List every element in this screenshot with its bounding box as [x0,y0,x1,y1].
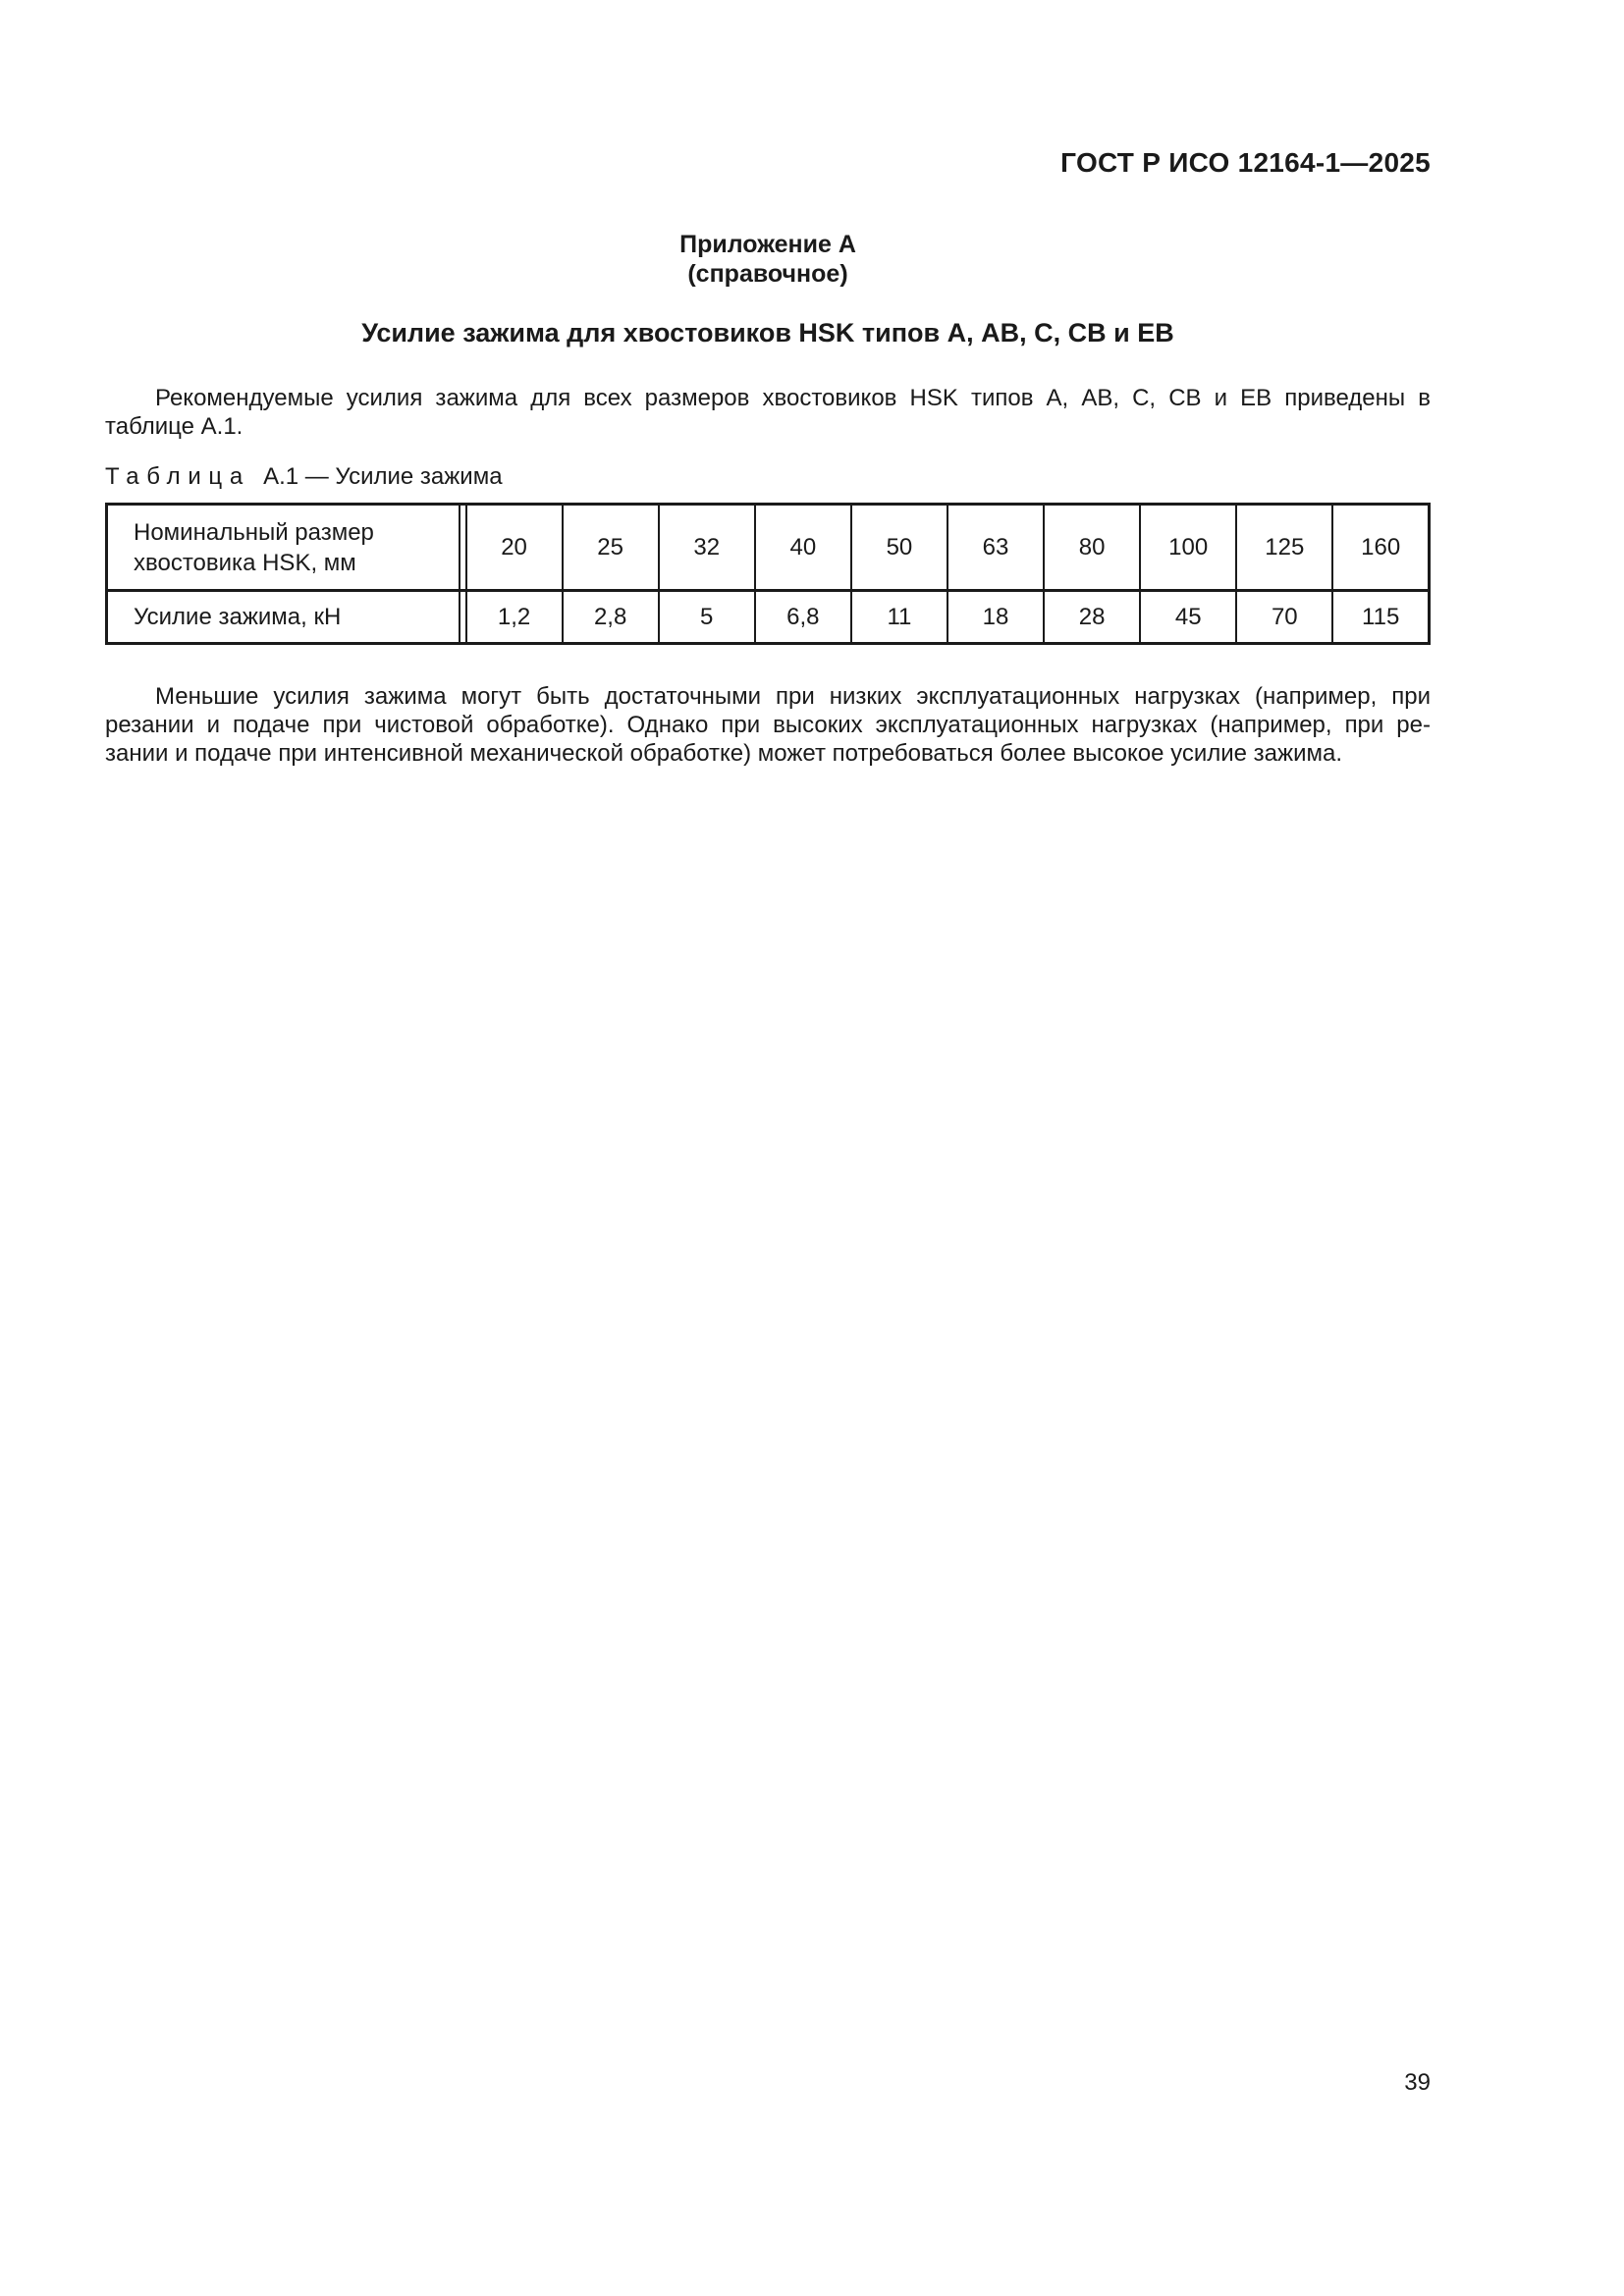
table-row-forces [107,591,1430,644]
intro-paragraph [105,384,1431,441]
table-caption-word: Таблица [105,463,250,490]
force-value-cell: 28 [1044,591,1140,644]
size-value-cell: 63 [947,505,1044,591]
force-value-cell: 45 [1140,591,1236,644]
running-header: ГОСТ Р ИСО 12164-1—2025 [1060,147,1431,178]
size-value-cell: 20 [466,505,563,591]
force-value-cell: 18 [947,591,1044,644]
appendix-label: Приложение А [679,231,856,258]
size-value-cell: 100 [1140,505,1236,591]
size-value-cell: 160 [1332,505,1429,591]
appendix-title: Усилие зажима для хвостовиков HSK типов А, АВ, С, СВ и ЕВ [361,318,1174,347]
row-header-cell: Усилие зажима, кН [107,591,460,644]
force-value-cell: 2,8 [563,591,659,644]
text-line: резании и подаче при чистовой обработке). Однако при высоких эксплуатационных нагрузках (например, при ре- [105,712,1431,738]
force-value-cell: 5 [659,591,755,644]
force-value-cell: 6,8 [755,591,851,644]
size-value-cell: 40 [755,505,851,591]
size-value-cell: 80 [1044,505,1140,591]
force-value-cell: 115 [1332,591,1429,644]
table-caption-text: А.1 — Усилие зажима [263,463,503,490]
table-row-sizes [107,505,1430,591]
text-line: Меньшие усилия зажима могут быть достаточными при низких эксплуатационных нагрузках (например, при [155,683,1431,710]
clamping-force-table [105,503,1431,645]
force-value-cell: 1,2 [466,591,563,644]
text-line: зании и подаче при интенсивной механической обработке) может потребоваться более высокое усилие зажима. [105,740,1342,767]
double-rule-gap [460,505,466,591]
force-value-cell: 70 [1236,591,1332,644]
appendix-kind: (справочное) [687,260,848,288]
force-value-cell: 11 [851,591,947,644]
row-header-cell: Номинальный размер хвостовика HSK, мм [107,505,460,591]
text-line: Рекомендуемые усилия зажима для всех размеров хвостовиков HSK типов А, АВ, С, СВ и ЕВ приведены в [155,385,1431,411]
size-value-cell: 50 [851,505,947,591]
text-line: таблице А.1. [105,413,244,440]
note-paragraph [105,682,1431,768]
page-number: 39 [1404,2069,1431,2096]
table-caption [105,462,1431,491]
size-value-cell: 32 [659,505,755,591]
size-value-cell: 125 [1236,505,1332,591]
double-rule-gap [460,591,466,644]
size-value-cell: 25 [563,505,659,591]
